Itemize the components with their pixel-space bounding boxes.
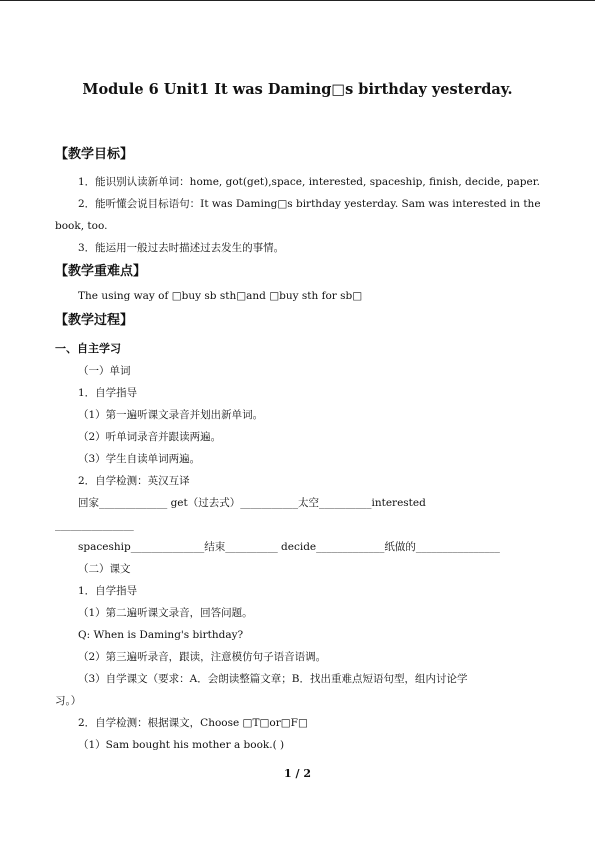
process-line: （3）自学课文（要求：A．会朗读整篇文章；B．找出重难点短语句型，组内讨论学: [78, 673, 468, 685]
process-heading: 【教学过程】: [55, 313, 134, 328]
process-line: （2）听单词录音并跟读两遍。: [78, 431, 222, 443]
process-line: （3）学生自读单词两遍。: [78, 453, 201, 465]
page-title: Module 6 Unit1 It was Daming□s birthday yesterday.: [82, 81, 513, 98]
process-line: （1）第一遍听课文录音并划出新单词。: [78, 409, 264, 421]
process-line: 1．自学指导: [78, 585, 138, 597]
part1-title: 一、自主学习: [55, 342, 121, 355]
process-line-cont: 习。）: [55, 695, 82, 707]
process-line: （二）课文: [78, 563, 131, 575]
header-rule: [0, 0, 595, 1]
exercise-line-1: 回家_____________ get（过去式）___________太空__________interested: [78, 497, 426, 509]
process-line: 2．自学检测：英汉互译: [78, 475, 190, 487]
process-line: 1．自学指导: [78, 387, 138, 399]
objective-line-2: 2．能听懂会说目标语句：It was Daming□s birthday yesterday. Sam was interested in the: [78, 198, 541, 210]
process-line: （一）单词: [78, 365, 131, 377]
key-points-heading: 【教学重难点】: [55, 264, 147, 279]
objective-line-3: 3．能运用一般过去时描述过去发生的事情。: [78, 242, 285, 254]
process-line: （1）第二遍听课文录音，回答问题。: [78, 607, 253, 619]
question-line: Q: When is Daming's birthday?: [78, 629, 244, 641]
process-line: 2．自学检测：根据课文，Choose □T□or□F□: [78, 717, 308, 729]
objective-line-2-cont: book, too.: [55, 220, 108, 232]
exercise-line-1-cont: _______________: [55, 519, 134, 531]
exercise-line-2: spaceship______________结束__________ decide_____________纸做的________________: [78, 541, 500, 553]
true-false-item-1: （1）Sam bought his mother a book.( ): [78, 739, 285, 751]
objective-line-1: 1．能识别认读新单词：home, got(get),space, interested, spaceship, finish, decide, paper.: [78, 176, 540, 188]
process-line: （2）第三遍听录音，跟读，注意模仿句子语音语调。: [78, 651, 327, 663]
key-points-text: The using way of □buy sb sth□and □buy sth for sb□: [78, 290, 363, 302]
page-number: 1 / 2: [284, 767, 311, 780]
objectives-heading: 【教学目标】: [55, 147, 134, 162]
